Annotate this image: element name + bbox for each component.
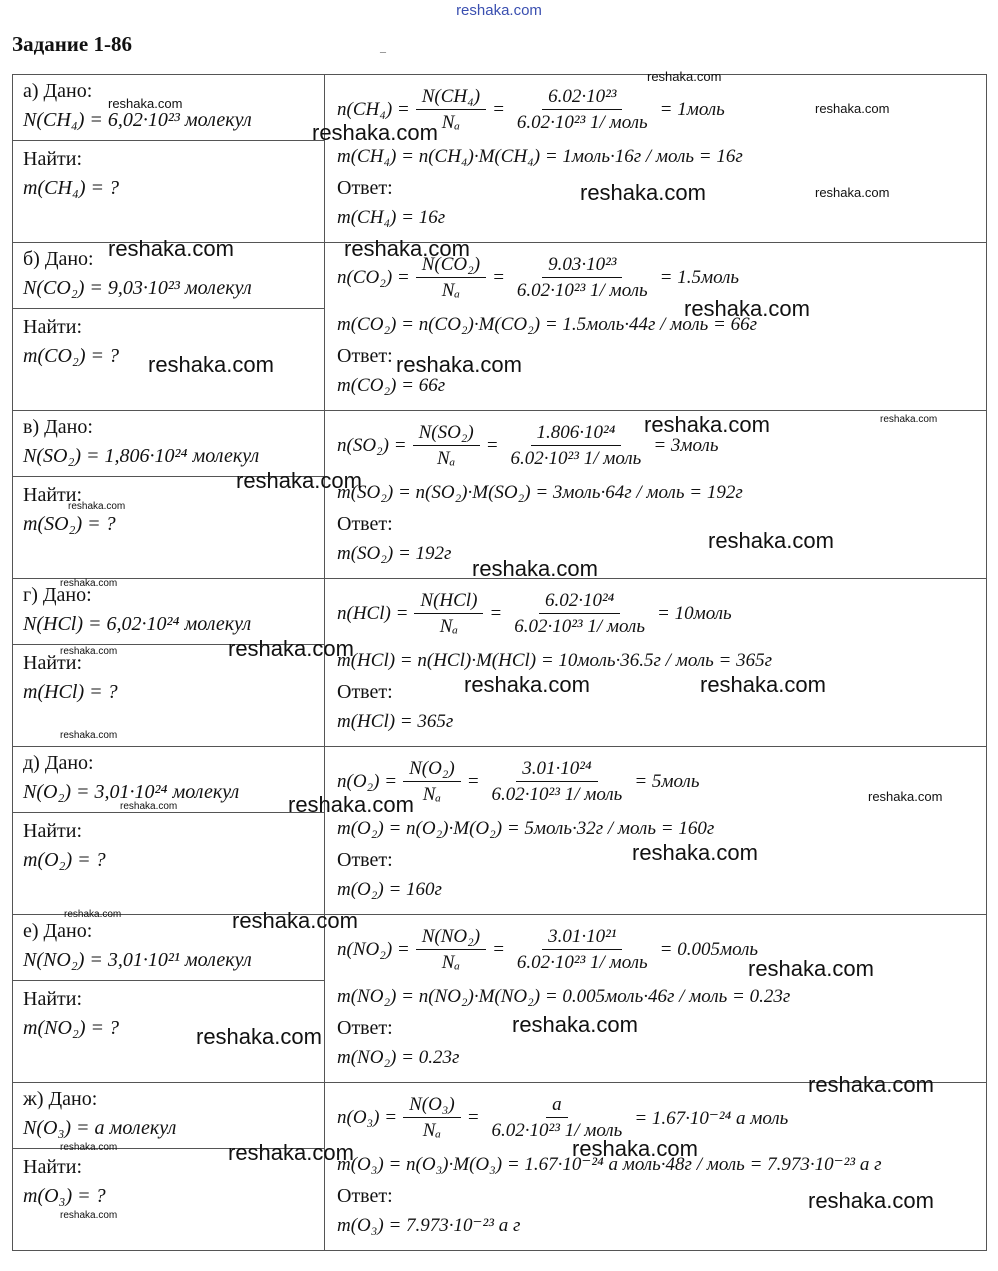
given-label: е) Дано:: [23, 920, 93, 942]
watermark: reshaka.com: [344, 236, 470, 261]
fraction-denominator: 6.02·10²³ 1/ моль: [514, 615, 645, 637]
given-value: N(CO₂) = 9,03·10²³ молекул: [23, 277, 252, 299]
equals-sign: =: [485, 435, 499, 456]
given-label: в) Дано:: [23, 416, 93, 438]
watermark: reshaka.com: [808, 1188, 934, 1213]
fraction-numeric: [511, 85, 654, 136]
amount-equation: [337, 919, 986, 981]
given-cell: [13, 243, 325, 411]
fraction-denominator: Nₐ: [441, 951, 461, 973]
fraction-denominator: 6.02·10²³ 1/ моль: [510, 447, 642, 469]
fraction-numeric: [505, 421, 648, 472]
find-label: Найти:: [23, 148, 83, 170]
watermark: reshaka.com: [580, 180, 706, 205]
eq-result: = 3моль: [653, 435, 719, 456]
mass-equation: m(CO₂) = n(CO₂)·M(CO₂) = 1.5моль·44г / моль = 66г: [337, 314, 757, 335]
find-value: m(HCl) = ?: [23, 681, 118, 703]
fraction-numeric: [511, 925, 654, 976]
fraction-numeric: [511, 253, 654, 304]
given-cell: [13, 1083, 325, 1251]
mass-equation: m(O₂) = n(O₂)·M(O₂) = 5моль·32г / моль = 160г: [337, 818, 715, 839]
watermark: reshaka.com: [232, 908, 358, 933]
solution-cell: [325, 747, 987, 915]
find-value: m(O₂) = ?: [23, 849, 106, 871]
find-value: m(NO₂) = ?: [23, 1017, 119, 1039]
watermark: reshaka.com: [708, 528, 834, 553]
fraction-numerator: N(O₃): [403, 1093, 461, 1118]
find-label: Найти:: [23, 652, 83, 674]
watermark: reshaka.com: [60, 1142, 118, 1153]
mass-equation: m(CH₄) = n(CH₄)·M(CH₄) = 1моль·16г / моль = 16г: [337, 146, 743, 167]
task-row: [13, 411, 987, 579]
given-cell: [13, 747, 325, 915]
answer-value: m(O₃) = 7.973·10⁻²³ a г: [337, 1215, 521, 1236]
fraction-symbolic: [416, 925, 486, 976]
given-value: N(CH₄) = 6,02·10²³ молекул: [23, 109, 252, 131]
find-label: Найти:: [23, 316, 83, 338]
watermark: reshaka.com: [60, 578, 118, 589]
fraction-numerator: N(NO₂): [416, 925, 486, 950]
eq-lhs: n(O₃) =: [337, 1107, 398, 1128]
fraction-denominator: Nₐ: [422, 783, 441, 805]
answer-label: Ответ:: [337, 177, 393, 199]
eq-result: = 10моль: [657, 603, 732, 624]
watermark: reshaka.com: [236, 468, 362, 493]
equals-sign: =: [489, 603, 503, 624]
answer-label: Ответ:: [337, 1017, 393, 1039]
fraction-symbolic: [403, 1093, 461, 1144]
dash-mark: –: [380, 44, 386, 58]
eq-result: = 1.67·10⁻²⁴ a моль: [634, 1107, 789, 1129]
given-cell: [13, 411, 325, 579]
given-value: N(SO₂) = 1,806·10²⁴ молекул: [23, 445, 260, 467]
fraction-symbolic: [413, 421, 480, 472]
find-block: [13, 813, 324, 877]
watermark: reshaka.com: [647, 69, 722, 84]
page-title: Задание 1-86: [12, 32, 132, 56]
equals-sign: =: [466, 771, 480, 792]
watermark: reshaka.com: [700, 672, 826, 697]
watermark: reshaka.com: [60, 730, 118, 741]
fraction-denominator: 6.02·10²³ 1/ моль: [516, 951, 648, 973]
find-label: Найти:: [23, 820, 83, 842]
fraction-numerator: a: [546, 1093, 568, 1118]
find-block: [13, 141, 324, 205]
answer-label: Ответ:: [337, 513, 393, 535]
answer-label: Ответ:: [337, 849, 393, 871]
watermark: reshaka.com: [472, 556, 598, 581]
given-value: N(NO₂) = 3,01·10²¹ молекул: [23, 949, 252, 971]
equals-sign: =: [466, 1107, 480, 1128]
task-row: [13, 747, 987, 915]
solution-cell: [325, 75, 987, 243]
mass-equation: m(NO₂) = n(NO₂)·M(NO₂) = 0.005моль·46г / моль = 0.23г: [337, 986, 791, 1007]
fraction-numerator: N(O₂): [403, 757, 461, 782]
watermark: reshaka.com: [464, 672, 590, 697]
fraction-numerator: 9.03·10²³: [542, 253, 622, 278]
fraction-numerator: N(SO₂): [413, 421, 480, 446]
fraction-numerator: N(CH₄): [416, 85, 486, 110]
eq-result: = 1моль: [659, 99, 725, 120]
amount-equation: [337, 583, 986, 645]
given-cell: [13, 915, 325, 1083]
watermark: reshaka.com: [748, 956, 874, 981]
watermark: reshaka.com: [120, 801, 178, 812]
task-row: [13, 243, 987, 411]
find-label: Найти:: [23, 988, 83, 1010]
watermark: reshaka.com: [512, 1012, 638, 1037]
fraction-numerator: 6.02·10²⁴: [539, 589, 620, 614]
answer-value: m(HCl) = 365г: [337, 711, 454, 732]
mass-equation: m(O₃) = n(O₃)·M(O₃) = 1.67·10⁻²⁴ a моль·48г / моль = 7.973·10⁻²³ a г: [337, 1154, 882, 1175]
task-row: [13, 915, 987, 1083]
answer-value: m(CH₄) = 16г: [337, 207, 446, 228]
fraction-numerator: 6.02·10²³: [542, 85, 622, 110]
watermark: reshaka.com: [108, 236, 234, 261]
watermark: reshaka.com: [880, 414, 938, 425]
site-header-link[interactable]: reshaka.com: [456, 2, 542, 19]
given-label: а) Дано:: [23, 80, 93, 102]
fraction-denominator: Nₐ: [437, 447, 456, 469]
eq-result: = 1.5моль: [659, 267, 740, 288]
watermark: reshaka.com: [868, 789, 943, 804]
watermark: reshaka.com: [815, 101, 890, 116]
watermark: reshaka.com: [644, 412, 770, 437]
given-label: б) Дано:: [23, 248, 94, 270]
answer-label: Ответ:: [337, 681, 393, 703]
watermark: reshaka.com: [815, 185, 890, 200]
watermark: reshaka.com: [60, 1210, 118, 1221]
fraction-numeric: [486, 757, 629, 808]
watermark: reshaka.com: [196, 1024, 322, 1049]
find-label: Найти:: [23, 1156, 83, 1178]
equals-sign: =: [492, 939, 505, 960]
solution-cell: [325, 915, 987, 1083]
fraction-numerator: N(CO₂): [416, 253, 486, 278]
fraction-denominator: 6.02·10²³ 1/ моль: [516, 111, 648, 133]
equals-sign: =: [492, 267, 505, 288]
watermark: reshaka.com: [632, 840, 758, 865]
watermark: reshaka.com: [64, 909, 122, 920]
mass-equation: m(SO₂) = n(SO₂)·M(SO₂) = 3моль·64г / моль = 192г: [337, 482, 743, 503]
fraction-denominator: Nₐ: [441, 279, 461, 301]
watermark: reshaka.com: [684, 296, 810, 321]
eq-lhs: n(CO₂) =: [337, 267, 410, 288]
find-value: m(CH₄) = ?: [23, 177, 119, 199]
solution-cell: [325, 243, 987, 411]
find-value: m(SO₂) = ?: [23, 513, 116, 535]
fraction-numerator: 1.806·10²⁴: [531, 421, 622, 446]
eq-lhs: n(O₂) =: [337, 771, 398, 792]
fraction-denominator: 6.02·10²³ 1/ моль: [516, 279, 648, 301]
given-cell: [13, 579, 325, 747]
answer-value: m(SO₂) = 192г: [337, 543, 452, 564]
watermark: reshaka.com: [108, 96, 183, 111]
fraction-denominator: Nₐ: [439, 615, 459, 637]
mass-equation: m(HCl) = n(HCl)·M(HCl) = 10моль·36.5г / моль = 365г: [337, 650, 773, 671]
fraction-numerator: 3.01·10²⁴: [516, 757, 597, 782]
fraction-symbolic: [414, 589, 483, 640]
find-value: m(CO₂) = ?: [23, 345, 119, 367]
given-value: N(HCl) = 6,02·10²⁴ молекул: [23, 613, 252, 635]
fraction-numerator: 3.01·10²¹: [542, 925, 622, 950]
fraction-numerator: N(HCl): [414, 589, 483, 614]
find-value: m(O₃) = ?: [23, 1185, 106, 1207]
given-label: ж) Дано:: [23, 1088, 98, 1110]
find-label: Найти:: [23, 484, 83, 506]
watermark: reshaka.com: [808, 1072, 934, 1097]
eq-lhs: n(NO₂) =: [337, 939, 410, 960]
eq-result: = 0.005моль: [659, 939, 759, 960]
fraction-denominator: Nₐ: [441, 111, 461, 133]
answer-value: m(NO₂) = 0.23г: [337, 1047, 460, 1068]
eq-result: = 5моль: [634, 771, 700, 792]
fraction-denominator: Nₐ: [422, 1119, 441, 1141]
task-row: [13, 579, 987, 747]
solution-cell: [325, 1083, 987, 1251]
answer-label: Ответ:: [337, 1185, 393, 1207]
task-row: [13, 1083, 987, 1251]
given-label: д) Дано:: [23, 752, 94, 774]
answer-label: Ответ:: [337, 345, 393, 367]
eq-lhs: n(CH₄) =: [337, 99, 410, 120]
eq-lhs: n(HCl) =: [337, 603, 409, 624]
watermark: reshaka.com: [148, 352, 274, 377]
answer-value: m(CO₂) = 66г: [337, 375, 446, 396]
fraction-denominator: 6.02·10²³ 1/ моль: [491, 783, 623, 805]
watermark: reshaka.com: [572, 1136, 698, 1161]
given-label: г) Дано:: [23, 584, 92, 606]
fraction-denominator: 6.02·10²³ 1/ моль: [491, 1119, 623, 1141]
equals-sign: =: [492, 99, 505, 120]
given-value: N(O₂) = 3,01·10²⁴ молекул: [23, 781, 240, 803]
watermark: reshaka.com: [312, 120, 438, 145]
watermark: reshaka.com: [396, 352, 522, 377]
fraction-numeric: [508, 589, 651, 640]
given-value: N(O₃) = a молекул: [23, 1117, 177, 1139]
watermark: reshaka.com: [68, 501, 126, 512]
answer-value: m(O₂) = 160г: [337, 879, 442, 900]
solution-cell: [325, 579, 987, 747]
watermark: reshaka.com: [288, 792, 414, 817]
eq-lhs: n(SO₂) =: [337, 435, 407, 456]
watermark: reshaka.com: [228, 1140, 354, 1165]
watermark: reshaka.com: [60, 646, 118, 657]
watermark: reshaka.com: [228, 636, 354, 661]
